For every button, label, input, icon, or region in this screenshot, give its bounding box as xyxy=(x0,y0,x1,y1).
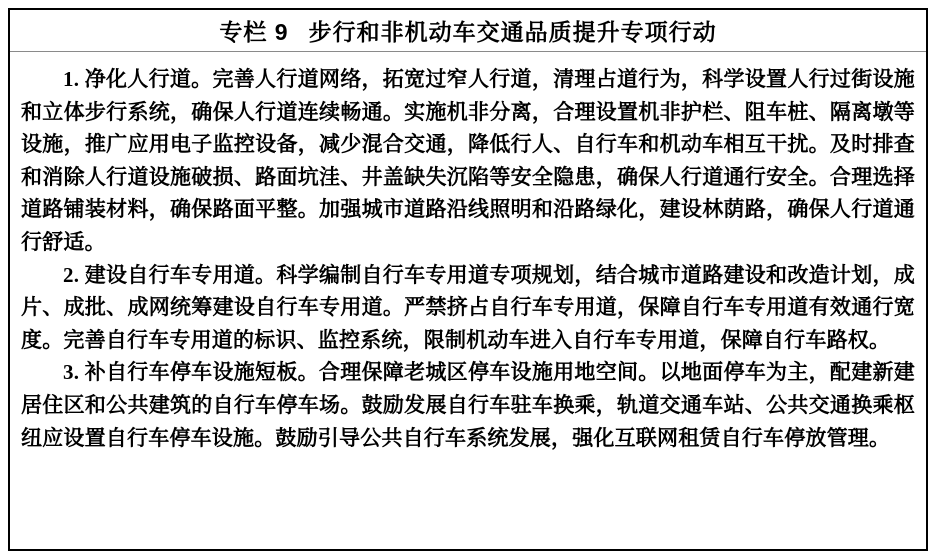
column-box xyxy=(8,8,928,551)
column-box-body xyxy=(10,52,926,454)
paragraph-bicycle-parking: 3. 补自行车停车设施短板。合理保障老城区停车设施用地空间。以地面停车为主，配建新建居住区和公共建筑的自行车停车场。鼓励发展自行车驻车换乘，轨道交通车站、公共交通换乘枢纽应设置自行车停车设施。鼓励引导公共自行车系统发展，强化互联网租赁自行车停放管理。 xyxy=(21,360,915,450)
column-box-header xyxy=(10,10,926,52)
paragraph-bicycle-lanes: 2. 建设自行车专用道。科学编制自行车专用道专项规划，结合城市道路建设和改造计划，成片、成批、成网统筹建设自行车专用道。严禁挤占自行车专用道，保障自行车专用道有效通行宽度。完善自行车专用道的标识、监控系统，限制机动车进入自行车专用道，保障自行车路权。 xyxy=(21,262,915,352)
column-number-label: 专栏 9 xyxy=(219,19,289,45)
column-title: 步行和非机动车交通品质提升专项行动 xyxy=(308,19,717,45)
paragraph-clean-sidewalks: 1. 净化人行道。完善人行道网络，拓宽过窄人行道，清理占道行为，科学设置人行过街设施和立体步行系统，确保人行道连续畅通。实施机非分离，合理设置机非护栏、阻车桩、隔离墩等设施，推广应用电子监控设备，减少混合交通，降低行人、自行车和机动车相互干扰。及时排查和消除人行道设施破损、路面坑洼、井盖缺失沉陷等安全隐患，确保人行道通行安全。合理选择道路铺装材料，确保路面平整。加强城市道路沿线照明和沿路绿化，建设林荫路，确保人行道通行舒适。 xyxy=(21,67,915,254)
